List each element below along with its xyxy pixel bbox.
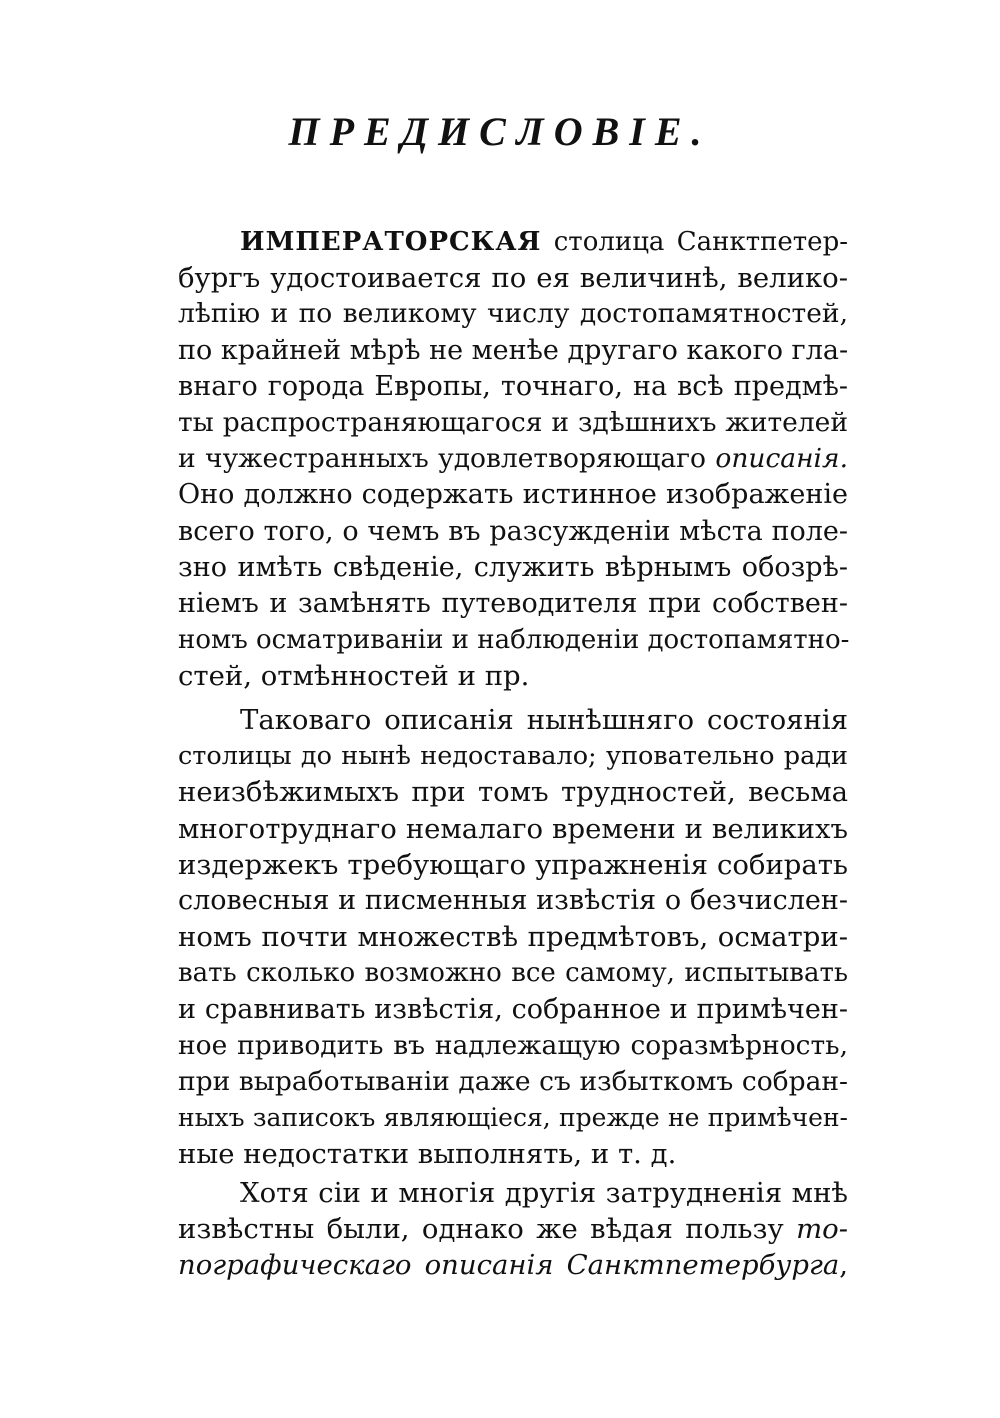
text-fragment: , (839, 1249, 848, 1282)
text-line: ные недостатки выполнять, и т. д. (178, 1138, 677, 1171)
text-line: зно имѣть свѣденіе, служить вѣрнымъ обозрѣ- (178, 551, 848, 583)
text-line: ныхъ записокъ являющіеся, прежде не примѣчен- (178, 1103, 848, 1133)
text-line: номъ почти множествѣ предмѣтовъ, осматри- (178, 921, 848, 954)
paragraph-1 (178, 224, 848, 694)
text-line: ніемъ и замѣнять путеводителя при собствен- (178, 587, 848, 619)
italic-fragment: описанія. (715, 443, 848, 475)
text-line: при выработываніи даже съ избыткомъ собран- (178, 1065, 848, 1097)
text-line (178, 224, 848, 260)
text-line: Таковаго описанія нынѣшняго состоянія (240, 704, 848, 736)
text-line (178, 1211, 848, 1247)
text-line: и сравнивать извѣстія, собранное и примѣчен- (178, 993, 848, 1025)
italic-fragment: то- (796, 1213, 848, 1246)
text-line: многотруднаго немалаго времени и великихъ (178, 812, 848, 845)
text-line: ное приводить въ надлежащую соразмѣрность, (178, 1029, 848, 1061)
text-line: ты распространяющагося и здѣшнихъ жителей (178, 406, 848, 438)
text-line: по крайней мѣрѣ не менѣе другаго какого гла- (178, 334, 849, 366)
text-line (178, 441, 848, 477)
text-fragment: извѣстны были, однако же вѣдая пользу (178, 1213, 797, 1246)
text-line: Оно должно содержать истинное изображеніе (178, 479, 848, 511)
text-line: неизбѣжимыхъ при томъ трудностей, весьма (178, 776, 848, 809)
text-line: издержекъ требующаго упражненія собирать (178, 848, 848, 881)
text-line: всего того, о чемъ въ разсужденіи мѣста поле- (178, 515, 848, 547)
caps-word: ИМПЕРАТОРСКАЯ (240, 227, 542, 257)
text-line: столицы до нынѣ недоставало; уповательно ради (178, 741, 848, 772)
text-line: внаго города Европы, точнаго, на всѣ предмѣ- (178, 370, 848, 402)
paragraph-2 (178, 702, 848, 1172)
text-line: словесныя и писменныя извѣстія о безчислен- (178, 884, 848, 916)
text-line (178, 1247, 848, 1283)
text-line: стей, отмѣнностей и пр. (178, 660, 530, 693)
page-title: ПРЕДИСЛОВІЕ. (288, 109, 712, 154)
text-line: лѣпію и по великому числу достопамятностей, (178, 298, 848, 330)
text-fragment: и чужестранныхъ удовлетворяющаго (178, 443, 716, 475)
text-line: бургъ удостоивается по ея величинѣ, велико- (178, 262, 848, 295)
text-fragment: столица Санктпетер- (541, 227, 848, 257)
paragraph-3 (178, 1175, 848, 1284)
text-line: Хотя сіи и многія другія затрудненія мнѣ (240, 1177, 848, 1209)
text-line: номъ осматриваніи и наблюденіи достопамятно- (178, 625, 850, 656)
italic-fragment: пографическаго описанія Санктпетербурга (178, 1249, 840, 1282)
text-line: вать сколько возможно все самому, испытывать (178, 958, 848, 989)
